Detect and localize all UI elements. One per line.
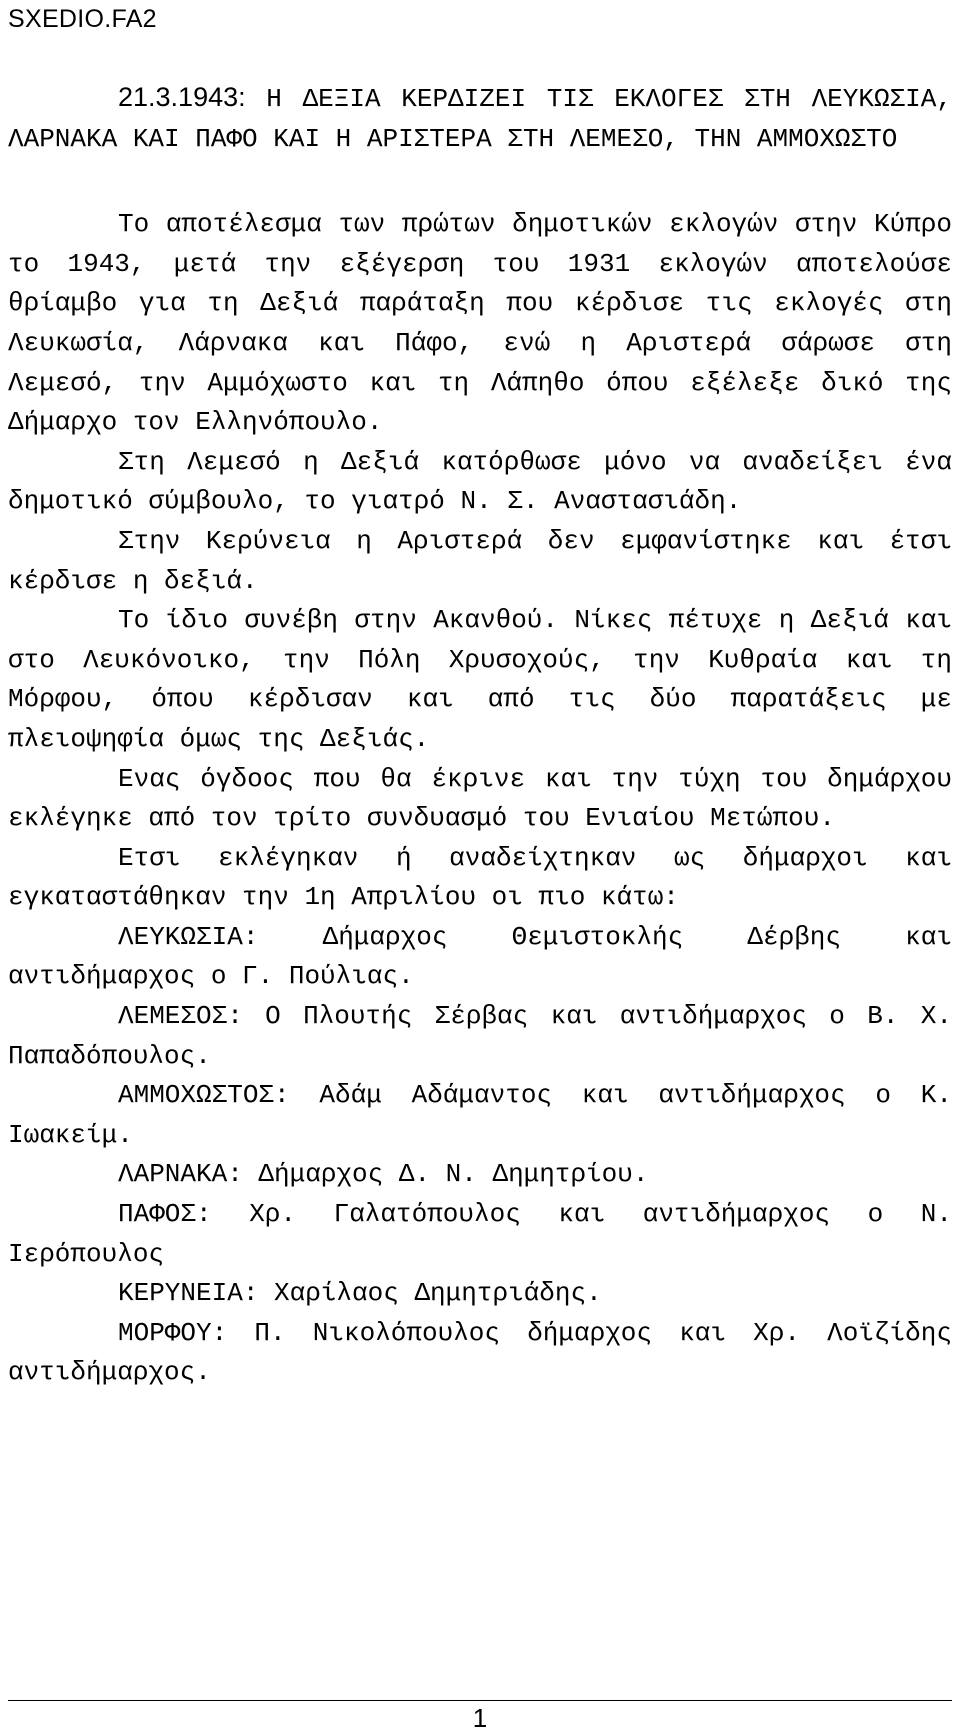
paragraph-intro: Το αποτέλεσμα των πρώτων δημοτικών εκλογών στην Κύπρο το 1943, μετά την εξέγερση του 1931 εκλογών αποτελούσε θρίαμβο για τη Δεξιά παράταξη που κέρδισε τις εκλογές στη Λευκωσία, Λάρνακα και Πάφο, ενώ η Αριστερά σάρωσε στη Λεμεσό, την Αμμόχωστο και τη Λάπηθο όπου εξέλεξε δικό της Δήμαρχο τον Ελληνόπουλο. bbox=[8, 209, 952, 438]
paragraph-eighth-member: Ενας όγδοος που θα έκρινε και την τύχη του δημάρχου εκλέγηκε από τον τρίτο συνδυασμό του Ενιαίου Μετώπου. bbox=[8, 763, 952, 834]
page-number: 1 bbox=[472, 1703, 488, 1733]
document-body bbox=[8, 78, 952, 1393]
mayor-paphos: ΠΑΦΟΣ: Χρ. Γαλατόπουλος και αντιδήμαρχος ο Ν. Ιερόπουλος bbox=[8, 1199, 952, 1269]
footer-divider bbox=[8, 1700, 952, 1701]
headline bbox=[8, 78, 952, 159]
mayor-kyrenia: ΚΕΡΥΝΕΙΑ: Χαρίλαος Δημητριάδης. bbox=[118, 1278, 602, 1309]
mayor-famagusta: ΑΜΜΟΧΩΣΤΟΣ: Αδάμ Αδάμαντος και αντιδήμαρχος ο Κ. Ιωακείμ. bbox=[8, 1080, 952, 1150]
mayor-larnaca: ΛΑΡΝΑΚΑ: Δήμαρχος Δ. Ν. Δημητρίου. bbox=[118, 1159, 649, 1190]
paragraph-limassol: Στη Λεμεσό η Δεξιά κατόρθωσε μόνο να αναδείξει ένα δημοτικό σύμβουλο, το γιατρό Ν. Σ. Αναστασιάδη. bbox=[8, 446, 952, 517]
document-filename: SXEDIO.FA2 bbox=[8, 5, 157, 33]
headline-date: 21.3.1943: bbox=[118, 82, 246, 112]
section-spacer bbox=[8, 159, 952, 205]
mayor-nicosia: ΛΕΥΚΩΣΙΑ: Δήμαρχος Θεμιστοκλής Δέρβης και αντιδήμαρχος ο Γ. Πούλιας. bbox=[8, 921, 952, 992]
paragraph-elected-intro: Ετσι εκλέγηκαν ή αναδείχτηκαν ως δήμαρχοι και εγκαταστάθηκαν την 1η Απριλίου οι πιο κάτω: bbox=[8, 842, 952, 913]
mayor-limassol: ΛΕΜΕΣΟΣ: Ο Πλουτής Σέρβας και αντιδήμαρχος ο Β. Χ. Παπαδόπουλος. bbox=[8, 1001, 952, 1071]
headline-text: Η ΔΕΞΙΑ ΚΕΡΔΙΖΕΙ ΤΙΣ ΕΚΛΟΓΕΣ ΣΤΗ ΛΕΥΚΩΣΙΑ, ΛΑΡΝΑΚΑ ΚΑΙ ΠΑΦΟ ΚΑΙ Η ΑΡΙΣΤΕΡΑ ΣΤΗ ΛΕΜΕΣΟ, ΤΗΝ ΑΜΜΟΧΩΣΤΟ bbox=[8, 84, 952, 154]
paragraph-akanthou: Το ίδιο συνέβη στην Ακανθού. Νίκες πέτυχε η Δεξιά και στο Λευκόνοικο, την Πόλη Χρυσοχούς, την Κυθραία και τη Μόρφου, όπου κέρδισαν και από τις δύο παρατάξεις με πλειοψηφία όμως της Δεξιάς. bbox=[8, 605, 952, 754]
paragraph-kyrenia: Στην Κερύνεια η Αριστερά δεν εμφανίστηκε και έτσι κέρδισε η δεξιά. bbox=[8, 525, 952, 596]
mayor-morphou: ΜΟΡΦΟΥ: Π. Νικολόπουλος δήμαρχος και Χρ. Λοϊζίδης αντιδήμαρχος. bbox=[8, 1317, 952, 1388]
